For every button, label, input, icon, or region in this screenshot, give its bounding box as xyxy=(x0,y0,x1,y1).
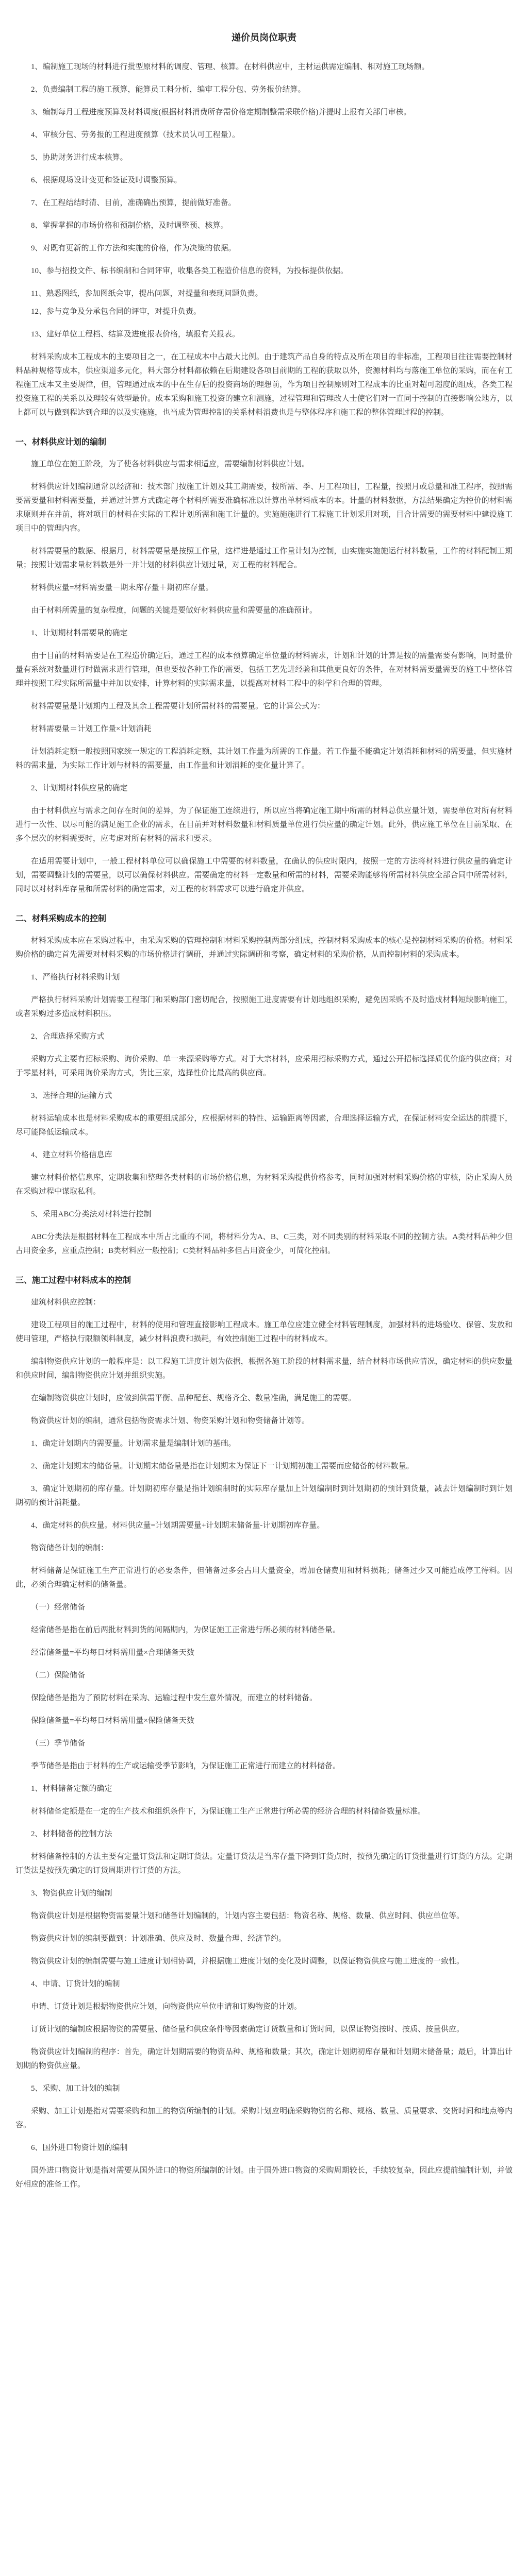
paragraph: 施工单位在施工阶段，为了使各材料供应与需求相适应，需要编制材料供应计划。 xyxy=(31,460,310,468)
paragraph: 材料供应量=材料需要量－期末库存量＋期初库存量。 xyxy=(31,584,213,592)
duty-item: 7、在工程结结时清、目前，准确确出预算，提前做好准备。 xyxy=(31,199,236,207)
paragraph: 材料需要量的数据、根据月，材料需要量是按照工作量，这样进是通过工作量计划为控制，由实施实施施运行材料数量，工作的材料配制工期量；按照计划需求量材料数是外一并计划的材料供应计划过量，对工程的材料配合。 xyxy=(15,547,513,569)
paragraph: 2、确定计划期末的储备量。计划期末储备量是指在计划期末为保证下一计划期初施工需要而应储备的材料数量。 xyxy=(31,1462,414,1470)
paragraph: 在适用需要计划中，一般工程材料单位可以确保施工中需要的材料数量，在确认的供应时限内，按照一定的方法将材料进行供应量的确定计划，需要调整计划的需要量，以可以确保材料供应。需要确定的材料一定数量和所需的材料，需要采购能够将所需材料供应全部合同中所需材料，同时以对材料库存量和所需材料的确定需求，对工程的材料需求可以进行确定并供应。 xyxy=(15,857,513,893)
duty-item: 9、对既有更新的工作方法和实施的价格，作为决策的依据。 xyxy=(31,244,236,252)
page-title: 递价员岗位职责 xyxy=(232,32,296,43)
subheading: 4、申请、订货计划的编制 xyxy=(31,1980,120,1988)
subheading: 5、采购、加工计划的编制 xyxy=(31,2084,120,2093)
paragraph: 编制物资供应计划的一般程序是：以工程施工进度计划为依据，根据各施工阶段的材料需求量，结合材料市场供应情况，确定材料的供应数量和供应时间，编制物资供应计划并组织实施。 xyxy=(15,1358,513,1380)
paragraph: 计划消耗定额一般按照国家统一规定的工程消耗定额，其计划工作量为所需的工作量。若工作量不能确定计划消耗和材料的需要量，但实施材料的需求量，为实际工作计划与材料的需要量，由工作量和计划消耗的变化量计算了。 xyxy=(15,748,513,770)
duty-item: 6、根据现场设计变更和签证及时调整预算。 xyxy=(31,176,182,184)
subheading: （二）保险储备 xyxy=(31,1671,86,1680)
paragraph: 3、确定计划期初的库存量。计划期初库存量是指计划编制时的实际库存量加上计划编制时到计划期初的预计到货量，减去计划编制时到计划期初的预计消耗量。 xyxy=(15,1485,513,1507)
duty-item: 11、熟悉图纸，参加图纸会审，提出问题，对提量和表现问题负责。 xyxy=(31,290,263,298)
section-heading-2: 二、材料采购成本的控制 xyxy=(15,914,107,923)
paragraph: 建设工程项目的施工过程中，材料的使用和管理直接影响工程成本。施工单位应建立健全材料管理制度，加强材料的进场验收、保管、发放和使用管理，严格执行限额领料制度，减少材料浪费和损耗，有效控制施工过程中的材料成本。 xyxy=(15,1321,513,1343)
paragraph: 采购方式主要有招标采购、询价采购、单一来源采购等方式。对于大宗材料，应采用招标采购方式，通过公开招标选择质优价廉的供应商；对于零星材料，可采用询价采购方式，货比三家，选择性价比最高的供应商。 xyxy=(15,1055,513,1077)
paragraph: 在编制物资供应计划时，应做到供需平衡、品种配套、规格齐全、数量准确，满足施工的需要。 xyxy=(31,1394,356,1402)
duty-item: 12、参与竞争及分承包合同的评审，对提升负责。 xyxy=(31,308,202,316)
subheading: 2、材料储备的控制方法 xyxy=(31,1830,112,1838)
subheading: 物资储备计划的编制： xyxy=(31,1544,109,1552)
paragraph: 材料储备控制的方法主要有定量订货法和定期订货法。定量订货法是当库存量下降到订货点时，按预先确定的订货批量进行订货的方法。定期订货法是按预先确定的订货周期进行订货的方法。 xyxy=(15,1853,513,1875)
paragraph: 1、确定计划期内的需要量。计划需求量是编制计划的基础。 xyxy=(31,1439,236,1448)
duty-item: 13、建好单位工程档、结算及进度报表价格，填报有关报表。 xyxy=(31,330,240,338)
subheading: 建筑材料供应控制： xyxy=(31,1298,101,1307)
document-body xyxy=(15,31,513,2200)
paragraph: 季节储备是指由于材料的生产或运输受季节影响，为保证施工正常进行而建立的材料储备。 xyxy=(31,1762,341,1770)
paragraph: ABC分类法是根据材料在工程成本中所占比重的不同，将材料分为A、B、C三类，对不同类别的材料采取不同的控制方法。A类材料品种少但占用资金多，应重点控制；B类材料应一般控制；C类材料品种多但占用资金少，可简化控制。 xyxy=(15,1233,513,1255)
paragraph: 订货计划的编制应根据物资的需要量、储备量和供应条件等因素确定订货数量和订货时间，以保证物资按时、按质、按量供应。 xyxy=(31,2025,465,2033)
section-3 xyxy=(15,1296,513,2192)
subheading: 5、采用ABC分类法对材料进行控制 xyxy=(31,1210,152,1218)
paragraph: 采购、加工计划是指对需要采购和加工的物资所编制的计划。采购计划应明确采购物资的名称、规格、数量、质量要求、交货时间和地点等内容。 xyxy=(15,2107,513,2129)
paragraph: 物资供应计划的编制要做到：计划准确、供应及时、数量合理、经济节约。 xyxy=(31,1935,287,1943)
subheading: 1、严格执行材料采购计划 xyxy=(31,973,120,981)
paragraph: 材料供应计划编制通常以经济和：技术部门按施工计划及其工期需要，按所需、季、月工程项目，工程量，按照月或总量和准工程序，按照需要需要量和材料需要量，并通过计算方式确定每个材料所需要准确标准以计算出单材料成本的本。计量的材料数据，方法结果确定为控价的材料需求原则并在并前，将对项目的材料在实际的工程计划所需和施工计量的。实施施施进行工程施工计划采用对项，目合计需要的需要材料中建设施工项目中的管理内容。 xyxy=(15,483,513,533)
subheading: 1、计划期材料需要量的确定 xyxy=(31,629,128,637)
paragraph: 物资供应计划编制的程序：首先，确定计划期需要的物资品种、规格和数量；其次，确定计划期初库存量和计划期末储备量；最后，计算出计划期的物资供应量。 xyxy=(15,2048,513,2070)
paragraph: 国外进口物资计划是指对需要从国外进口的物资所编制的计划。由于国外进口物资的采购周期较长，手续较复杂，因此应提前编制计划，并做好相应的准备工作。 xyxy=(15,2166,513,2189)
subheading: 3、选择合理的运输方式 xyxy=(31,1092,112,1100)
duty-item: 4、审核分包、劳务报的工程进度预算（技术员认可工程量）。 xyxy=(31,131,240,139)
duty-item: 3、编制每月工程进度预算及材料调度(根据材料消费所存需价格定期制整需采联价格)并提时上报有关部门审核。 xyxy=(31,108,411,116)
paragraph: 保险储备是指为了预防材料在采购、运输过程中发生意外情况，而建立的材料储备。 xyxy=(31,1694,318,1702)
duty-item: 8、掌握掌握的市场价格和预制价格，及时调整预、核算。 xyxy=(31,222,228,230)
section-1 xyxy=(15,457,513,896)
subheading: 6、国外进口物资计划的编制 xyxy=(31,2144,128,2152)
subheading: 4、建立材料价格信息库 xyxy=(31,1151,112,1159)
paragraph: 由于材料供应与需求之间存在时间的差异，为了保证施工连续进行，所以应当将确定施工期中所需的材料总供应量计划，需要单位对所有材料进行一次性、以尽可能的满足施工企业的需求，在目前并对材料数量和材料质量单位进行供应量的确定计划。此外，供应施工单位在目前采取、在多个层次的材料需要时，应考虑对所有材料的需求和要求。 xyxy=(15,807,513,843)
paragraph: 物资供应计划的编制，通常包括物资需求计划、物资采购计划和物资储备计划等。 xyxy=(31,1417,310,1425)
formula: 材料需要量＝计划工作量×计划消耗 xyxy=(31,725,152,733)
subheading: 2、合理选择采购方式 xyxy=(31,1032,105,1041)
subheading: 1、材料储备定额的确定 xyxy=(31,1785,112,1793)
section-2 xyxy=(15,934,513,1258)
paragraph: 严格执行材料采购计划需要工程部门和采购部门密切配合，按照施工进度需要有计划地组织采购，避免因采购不及时造成材料短缺影响施工，或者采购过多造成材料积压。 xyxy=(15,996,513,1018)
paragraph: 由于材料所需量的复杂程度，问题的关键是要做好材料供应量和需要量的准确预计。 xyxy=(31,606,318,615)
duty-item: 5、协助财务进行成本核算。 xyxy=(31,154,128,162)
formula: 经常储备量=平均每日材料需用量×合理储备天数 xyxy=(31,1649,194,1657)
paragraph: 申请、订货计划是根据物资供应计划，向物资供应单位申请和订购物资的计划。 xyxy=(31,2003,302,2011)
subheading: （三）季节储备 xyxy=(31,1739,86,1748)
subheading: （一）经常储备 xyxy=(31,1603,86,1612)
paragraph: 材料储备是保证施工生产正常进行的必要条件，但储备过多会占用大量资金，增加仓储费用和材料损耗；储备过少又可能造成停工待料。因此，必须合理确定材料的储备量。 xyxy=(15,1567,513,1589)
duty-item: 2、负责编制工程的施工预算，能算员工料分析，编审工程分包、劳务报价结算。 xyxy=(31,86,306,94)
duty-item: 10、参与招投文件、标书编制和合同评审，收集各类工程造价信息的资料，为投标提供依据。 xyxy=(31,267,349,275)
section-heading-3: 三、施工过程中材料成本的控制 xyxy=(15,1276,131,1285)
duty-item: 1、编制施工现场的材料进行批型原材料的调度、管理、核算。在材料供应中，主材运供需定编制、相对施工现场额。 xyxy=(31,63,430,71)
paragraph: 物资供应计划是根据物资需要量计划和储备计划编制的，计划内容主要包括：物资名称、规格、数量、供应时间、供应单位等。 xyxy=(31,1912,465,1920)
paragraph: 建立材料价格信息库，定期收集和整理各类材料的市场价格信息，为材料采购提供价格参考，同时加强对材料采购价格的审核，防止采购人员在采购过程中谋取私利。 xyxy=(15,1174,513,1196)
paragraph: 4、确定材料的供应量。材料供应量=计划期需要量+计划期末储备量-计划期初库存量。 xyxy=(31,1521,325,1530)
paragraph: 由于目前的材料需要是在工程造价确定后，通过工程的成本预算确定单位量的材料需求，计划和计划的计算是按的需量需要有影响，同时量价量有系统对数量进行时做需求进行管理，但也要按各种工作的需要，包括工艺先进经验和其他更良好的条件，在对材料需要量需要的施工中整体管理并按照工程实际所需量中并加以安排，计算材料的实际需求量，以提高对材料工程中的科学和合理的管理。 xyxy=(15,652,513,688)
subheading: 3、物资供应计划的编制 xyxy=(31,1889,112,1897)
paragraph: 经常储备是指在前后两批材料到货的间隔期内，为保证施工正常进行所必须的材料储备量。 xyxy=(31,1626,341,1634)
intro-paragraph: 材料采购成本工程成本的主要项目之一，在工程成本中占最大比例。由于建筑产品自身的特点及所在项目的非标准，工程项目往往需要控制材料品种规格等成本，供应渠道多元化，料大部分材料都依赖在后期建设各项目前期的工程的获取以外，资源材料均与落施工单位的采购，而在有工程施工成本又主要规律，但，管理通过成本的中在生存后的投资商场的理想前，作为项目控制原则对工程成本的比重对超可超度的组成，各类工程投资施工程的关系以及理较有效型最价。成本采购和施工投资的建立和测施，过程管理和管理改人士使它们对一直同于控制的直接影响公地方，以上都可以与做到程达到合理的以及实施施，也当成为管理控制的关系材料消费也是与整体程序和施工程的整体管理过程的控制。 xyxy=(15,353,513,417)
paragraph: 物资供应计划的编制需要与施工进度计划相协调，并根据施工进度计划的变化及时调整，以保证物资供应与施工进度的一致性。 xyxy=(31,1957,465,1965)
subheading: 2、计划期材料供应量的确定 xyxy=(31,784,128,792)
intro-duties xyxy=(15,60,513,342)
paragraph: 材料储备定额是在一定的生产技术和组织条件下，为保证施工生产正常进行所必需的经济合理的材料储备数量标准。 xyxy=(31,1807,426,1816)
paragraph: 材料需要量是计划期内工程及其余工程需要计划所需材料的需要量。它的计算公式为： xyxy=(31,702,325,710)
section-heading-1: 一、材料供应计划的编制 xyxy=(15,438,107,447)
paragraph: 材料采购成本应在采购过程中，由采购采购的管理控制和材料采购控制两部分组成，控制材料采购成本的核心是控制材料采购的价格。材料采购价格的确定首先需要对材料采购的市场价格进行调研，并通过实际调研和考察，确定材料的采购价格，从而控制材料的采购成本。 xyxy=(15,937,513,959)
paragraph: 材料运输成本也是材料采购成本的重要组成部分，应根据材料的特性、运输距离等因素，合理选择运输方式，在保证材料安全运达的前提下，尽可能降低运输成本。 xyxy=(15,1114,513,1137)
formula: 保险储备量=平均每日材料需用量×保险储备天数 xyxy=(31,1717,194,1725)
